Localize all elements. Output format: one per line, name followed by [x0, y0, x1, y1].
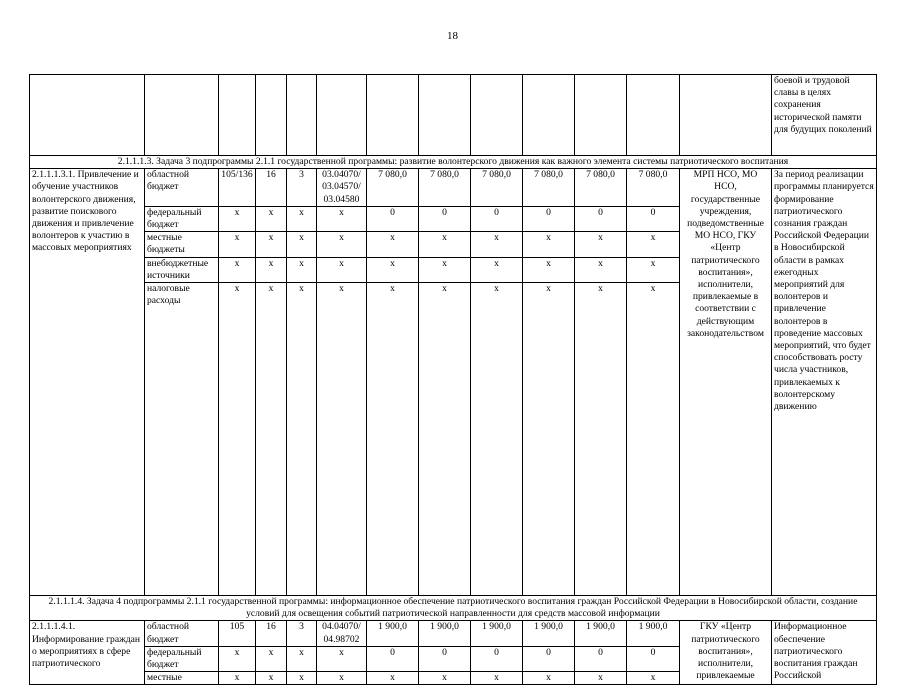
- value-cell: 1 900,0: [367, 621, 419, 646]
- table-row: [30, 169, 877, 207]
- rz-code: x: [256, 232, 287, 257]
- value-cell: x: [575, 672, 627, 685]
- value-cell: 7 080,0: [627, 169, 680, 207]
- value-cell: x: [627, 257, 680, 282]
- table-row: [30, 621, 877, 646]
- value-cell: 1 900,0: [627, 621, 680, 646]
- value-cell: x: [367, 283, 419, 596]
- event-name: 2.1.1.1.4.1. Информирование граждан о мероприятиях в сфере патриотического: [30, 621, 145, 685]
- grbs-code: x: [219, 257, 256, 282]
- value-cell: 0: [627, 646, 680, 671]
- value-cell: x: [471, 257, 523, 282]
- pr-code: 3: [287, 169, 317, 207]
- value-cell: x: [419, 672, 471, 685]
- grbs-code: 105: [219, 621, 256, 646]
- value-cell: 1 900,0: [523, 621, 575, 646]
- program-table: [29, 74, 877, 685]
- value-cell: x: [575, 257, 627, 282]
- task-3-row: [30, 156, 877, 169]
- rz-code: x: [256, 283, 287, 596]
- value-cell: x: [367, 672, 419, 685]
- value-cell: 1 900,0: [419, 621, 471, 646]
- value-cell: x: [627, 283, 680, 596]
- value-cell: 7 080,0: [523, 169, 575, 207]
- funding-source: федеральный бюджет: [145, 646, 219, 671]
- value-cell: x: [367, 257, 419, 282]
- pr-code: x: [287, 206, 317, 231]
- pr-code: x: [287, 646, 317, 671]
- value-cell: x: [367, 232, 419, 257]
- value-cell: 0: [471, 206, 523, 231]
- rz-code: x: [256, 646, 287, 671]
- value-cell: x: [471, 232, 523, 257]
- funding-source: областной бюджет: [145, 169, 219, 207]
- value-cell: 0: [419, 646, 471, 671]
- grbs-code: 105/136: [219, 169, 256, 207]
- csr-code: x: [317, 232, 367, 257]
- value-cell: x: [419, 283, 471, 596]
- result-cell: За период реализации программы планируется формирование патриотического сознания граждан Российской Федерации в Новосибирской области в рамках ежегодных мероприятий для волонтеров и привлечение волонтеров в проведение массовых мероприятий, что будет способствовать росту числа участников, привлекаемых к волонтерскому движению: [772, 169, 877, 596]
- grbs-code: x: [219, 232, 256, 257]
- executor-cell: МРП НСО, МО НСО, государственные учреждения, подведомственные МО НСО, ГКУ «Центр патриотического воспитания», исполнители, привлекаемые в соответствии с действующим законодательством: [680, 169, 772, 596]
- value-cell: 0: [523, 646, 575, 671]
- grbs-code: x: [219, 672, 256, 685]
- pr-code: 3: [287, 621, 317, 646]
- funding-source: внебюджетные источники: [145, 257, 219, 282]
- task-4-row: [30, 596, 877, 621]
- value-cell: 0: [627, 206, 680, 231]
- csr-code: 04.04070/ 04.98702: [317, 621, 367, 646]
- event-name: 2.1.1.1.3.1. Привлечение и обучение участников волонтерского движения, развитие поискового движения и привлечение волонтеров к участию в массовых мероприятиях: [30, 169, 145, 596]
- csr-code: x: [317, 672, 367, 685]
- value-cell: x: [575, 232, 627, 257]
- pr-code: x: [287, 257, 317, 282]
- rz-code: x: [256, 206, 287, 231]
- value-cell: x: [471, 283, 523, 596]
- page-number: 18: [447, 30, 458, 42]
- rz-code: x: [256, 672, 287, 685]
- value-cell: x: [523, 232, 575, 257]
- value-cell: 0: [419, 206, 471, 231]
- csr-code: x: [317, 646, 367, 671]
- value-cell: x: [419, 232, 471, 257]
- pr-code: x: [287, 283, 317, 596]
- value-cell: 7 080,0: [367, 169, 419, 207]
- csr-code: x: [317, 283, 367, 596]
- value-cell: x: [471, 672, 523, 685]
- value-cell: 0: [471, 646, 523, 671]
- task-title: 2.1.1.1.3. Задача 3 подпрограммы 2.1.1 государственной программы: развитие волонтерского движения как важного элемента системы патриотического воспитания: [30, 156, 877, 169]
- csr-code: 03.04070/ 03.04570/ 03.04580: [317, 169, 367, 207]
- value-cell: 7 080,0: [419, 169, 471, 207]
- result-cell: Информационное обеспечение патриотического воспитания граждан Российской: [772, 621, 877, 685]
- value-cell: 0: [575, 646, 627, 671]
- value-cell: 7 080,0: [575, 169, 627, 207]
- funding-source: областной бюджет: [145, 621, 219, 646]
- grbs-code: x: [219, 283, 256, 596]
- value-cell: x: [523, 283, 575, 596]
- funding-source: федеральный бюджет: [145, 206, 219, 231]
- grbs-code: x: [219, 206, 256, 231]
- funding-source: местные бюджеты: [145, 232, 219, 257]
- value-cell: 0: [523, 206, 575, 231]
- pr-code: x: [287, 232, 317, 257]
- funding-source: местные: [145, 672, 219, 685]
- funding-source: налоговые расходы: [145, 283, 219, 596]
- value-cell: 1 900,0: [575, 621, 627, 646]
- pr-code: x: [287, 672, 317, 685]
- value-cell: 0: [367, 646, 419, 671]
- value-cell: 7 080,0: [471, 169, 523, 207]
- csr-code: x: [317, 257, 367, 282]
- value-cell: 1 900,0: [471, 621, 523, 646]
- value-cell: x: [523, 672, 575, 685]
- grbs-code: x: [219, 646, 256, 671]
- rz-code: x: [256, 257, 287, 282]
- value-cell: x: [627, 232, 680, 257]
- executor-cell: ГКУ «Центр патриотического воспитания», исполнители, привлекаемые: [680, 621, 772, 685]
- value-cell: 0: [575, 206, 627, 231]
- result-cell: боевой и трудовой славы в целях сохранения исторической памяти для будущих поколений: [772, 75, 877, 156]
- value-cell: x: [575, 283, 627, 596]
- task-title: 2.1.1.1.4. Задача 4 подпрограммы 2.1.1 государственной программы: информационное обеспечение патриотического воспитания граждан Российской Федерации в Новосибирской области, создание условий для освещения событий патриотической направленности для средств массовой информации: [30, 596, 877, 621]
- rz-code: 16: [256, 169, 287, 207]
- value-cell: x: [419, 257, 471, 282]
- value-cell: x: [523, 257, 575, 282]
- rz-code: 16: [256, 621, 287, 646]
- value-cell: x: [627, 672, 680, 685]
- value-cell: 0: [367, 206, 419, 231]
- csr-code: x: [317, 206, 367, 231]
- continuation-row: [30, 75, 877, 156]
